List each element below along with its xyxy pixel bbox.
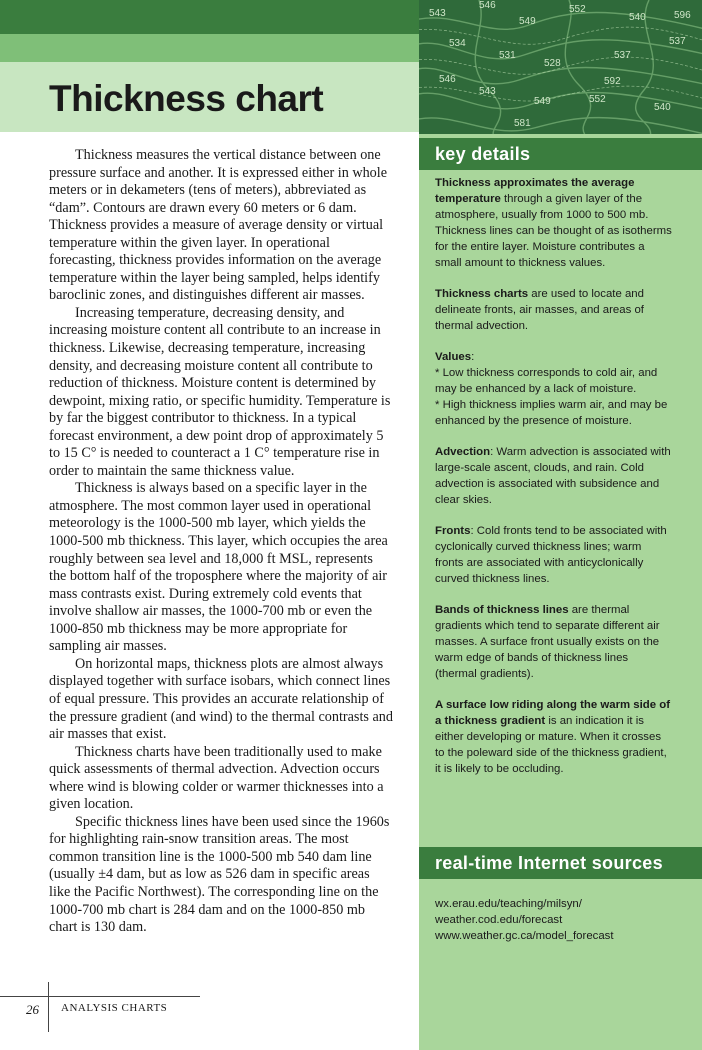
source-link[interactable]: www.weather.gc.ca/model_forecast bbox=[435, 930, 614, 942]
key-detail-advection bbox=[435, 444, 673, 508]
body-paragraph: Specific thickness lines have been used since the 1960s for highlighting rain-snow transition areas. The most common transition line is the 1000-500 mb 540 dam line (usually ±4 dam, but as low as 526 dam in specific areas like the Pacific Northwest). The corresponding line on the 1000-700 mb chart is 284 dam and on the 1000-850 mb chart is 130 dam. bbox=[49, 813, 390, 936]
key-detail-text: * High thickness implies warm air, and may be enhanced by the presence of moisture. bbox=[435, 399, 668, 427]
header-band-mid bbox=[0, 34, 419, 62]
key-detail-text: are used to locate and delineate fronts, air masses, and areas of thermal advection. bbox=[435, 288, 644, 332]
key-details-body bbox=[435, 175, 673, 792]
source-link[interactable]: wx.erau.edu/teaching/milsyn/ bbox=[435, 898, 582, 910]
map-contour-label: 552 bbox=[589, 94, 606, 105]
key-detail-surface-low bbox=[435, 697, 673, 777]
footer-rule-vertical bbox=[48, 982, 49, 1032]
key-detail-term: Values bbox=[435, 351, 472, 363]
map-contour-label: 546 bbox=[439, 74, 456, 85]
thickness-map-image bbox=[419, 0, 702, 134]
page-number: 26 bbox=[26, 1002, 39, 1017]
key-detail-term: Thickness charts bbox=[435, 288, 529, 300]
key-detail-term: Thickness approximates the average temperature bbox=[435, 177, 635, 205]
key-detail-text: is an indication it is either developing or mature. When it crosses to the poleward side of the thickness gradient, it is likely to be occluding. bbox=[435, 715, 667, 775]
map-contour-label: 534 bbox=[449, 38, 466, 49]
page-title: Thickness chart bbox=[49, 78, 324, 119]
section-label: ANALYSIS CHARTS bbox=[61, 1002, 168, 1014]
body-paragraph: Thickness charts have been traditionally used to make quick assessments of thermal advection. Advection occurs where wind is blowing colder or warmer thicknesses into a given location. bbox=[49, 743, 384, 813]
sources-list bbox=[435, 896, 673, 944]
key-detail-average-temperature bbox=[435, 175, 673, 271]
map-contour-label: 552 bbox=[569, 4, 586, 15]
sidebar bbox=[419, 134, 702, 1050]
contour-map-graphic bbox=[419, 0, 702, 134]
key-detail-term: Bands of thickness lines bbox=[435, 604, 569, 616]
key-detail-colon: : bbox=[471, 351, 475, 363]
key-detail-text: * Low thickness corresponds to cold air, and may be enhanced by a lack of moisture. bbox=[435, 367, 658, 395]
map-contour-label: 546 bbox=[479, 0, 496, 11]
main-body-text bbox=[49, 147, 393, 937]
key-detail-bands bbox=[435, 602, 673, 682]
header-band-dark bbox=[0, 0, 419, 34]
key-detail-text: are thermal gradients which tend to separate different air masses. A surface front usually exists on the warm edge of bands of thickness lines (thermal gradients). bbox=[435, 604, 660, 680]
map-contour-label: 543 bbox=[429, 8, 446, 19]
map-contour-label: 537 bbox=[614, 50, 631, 61]
map-contour-label: 528 bbox=[544, 58, 561, 69]
map-contour-label: 537 bbox=[669, 36, 686, 47]
key-detail-values bbox=[435, 349, 673, 429]
map-contour-label: 543 bbox=[479, 86, 496, 97]
key-detail-fronts bbox=[435, 523, 673, 587]
map-contour-label: 549 bbox=[534, 96, 551, 107]
body-paragraph: Thickness measures the vertical distance between one pressure surface and another. It is expressed either in whole meters or in dekameters (tens of meters), abbreviated as “dam”. Contours are drawn every 60 meters or 6 dam. Thickness provides a measure of average density or virtual temperature within the given layer. In operational forecasting, thickness provides information on the average temperature within the layer being sampled, helps identify baroclinic zones, and distinguishes different air masses. bbox=[49, 147, 388, 304]
body-paragraph: Increasing temperature, decreasing density, and increasing moisture content all contribute to an increase in thickness. Likewise, decreasing temperature, increasing density, and decreasing moisture content all contribute to reduction of thickness. Moisture content is determined by dewpoint, mixing ratio, or specific humidity. Temperature is by far the biggest contributor to thickness. In a typical forecast environment, a dew point drop of approximately 5 to 15 C° is needed to counteract a 1 C° temperature rise in order to maintain the same thickness value. bbox=[49, 304, 391, 479]
body-paragraph: Thickness is always based on a specific layer in the atmosphere. The most common layer used in operational meteorology is the 1000-500 mb layer, which yields the 1000-500 mb thickness. This layer, which occupies the area roughly between sea level and 18,000 ft MSL, represents the bottom half of the troposphere where the majority of air mass contrasts exist. During extremely cold events that involve shallow air masses, the 1000-700 mb or even the 1000-850 mb thickness may be more appropriate for sampling air masses. bbox=[49, 480, 388, 655]
key-detail-text: : Cold fronts tend to be associated with cyclonically curved thickness lines; warm fronts are associated with anticyclonically curved thickness lines. bbox=[435, 525, 667, 585]
key-detail-term: A surface low riding along the warm side of a thickness gradient bbox=[435, 699, 671, 727]
map-contour-label: 592 bbox=[604, 76, 621, 87]
key-detail-thickness-charts bbox=[435, 286, 673, 334]
map-contour-label: 581 bbox=[514, 118, 531, 129]
footer-rule-horizontal bbox=[0, 996, 200, 997]
source-link[interactable]: weather.cod.edu/forecast bbox=[435, 914, 563, 926]
key-detail-term: Fronts bbox=[435, 525, 471, 537]
map-contour-label: 540 bbox=[629, 12, 646, 23]
key-details-heading: key details bbox=[419, 138, 702, 170]
key-detail-text: through a given layer of the atmosphere, usually from 1000 to 500 mb. Thickness lines can be thought of as isotherms for the entire layer. Moisture contributes a small amount to thickness values. bbox=[435, 193, 672, 269]
map-contour-label: 549 bbox=[519, 16, 536, 27]
map-contour-label: 540 bbox=[654, 102, 671, 113]
sources-heading: real-time Internet sources bbox=[419, 847, 702, 879]
map-contour-label: 531 bbox=[499, 50, 516, 61]
key-detail-term: Advection bbox=[435, 446, 491, 458]
body-paragraph: On horizontal maps, thickness plots are almost always displayed together with surface isobars, which connect lines of equal pressure. This provides an accurate relationship of the pressure gradient (and wind) to the thermal contrasts and air masses that exist. bbox=[49, 655, 393, 743]
key-detail-text: : Warm advection is associated with large-scale ascent, clouds, and rain. Cold advection is associated with subsidence and clear skies. bbox=[435, 446, 671, 506]
map-contour-label: 596 bbox=[674, 10, 691, 21]
